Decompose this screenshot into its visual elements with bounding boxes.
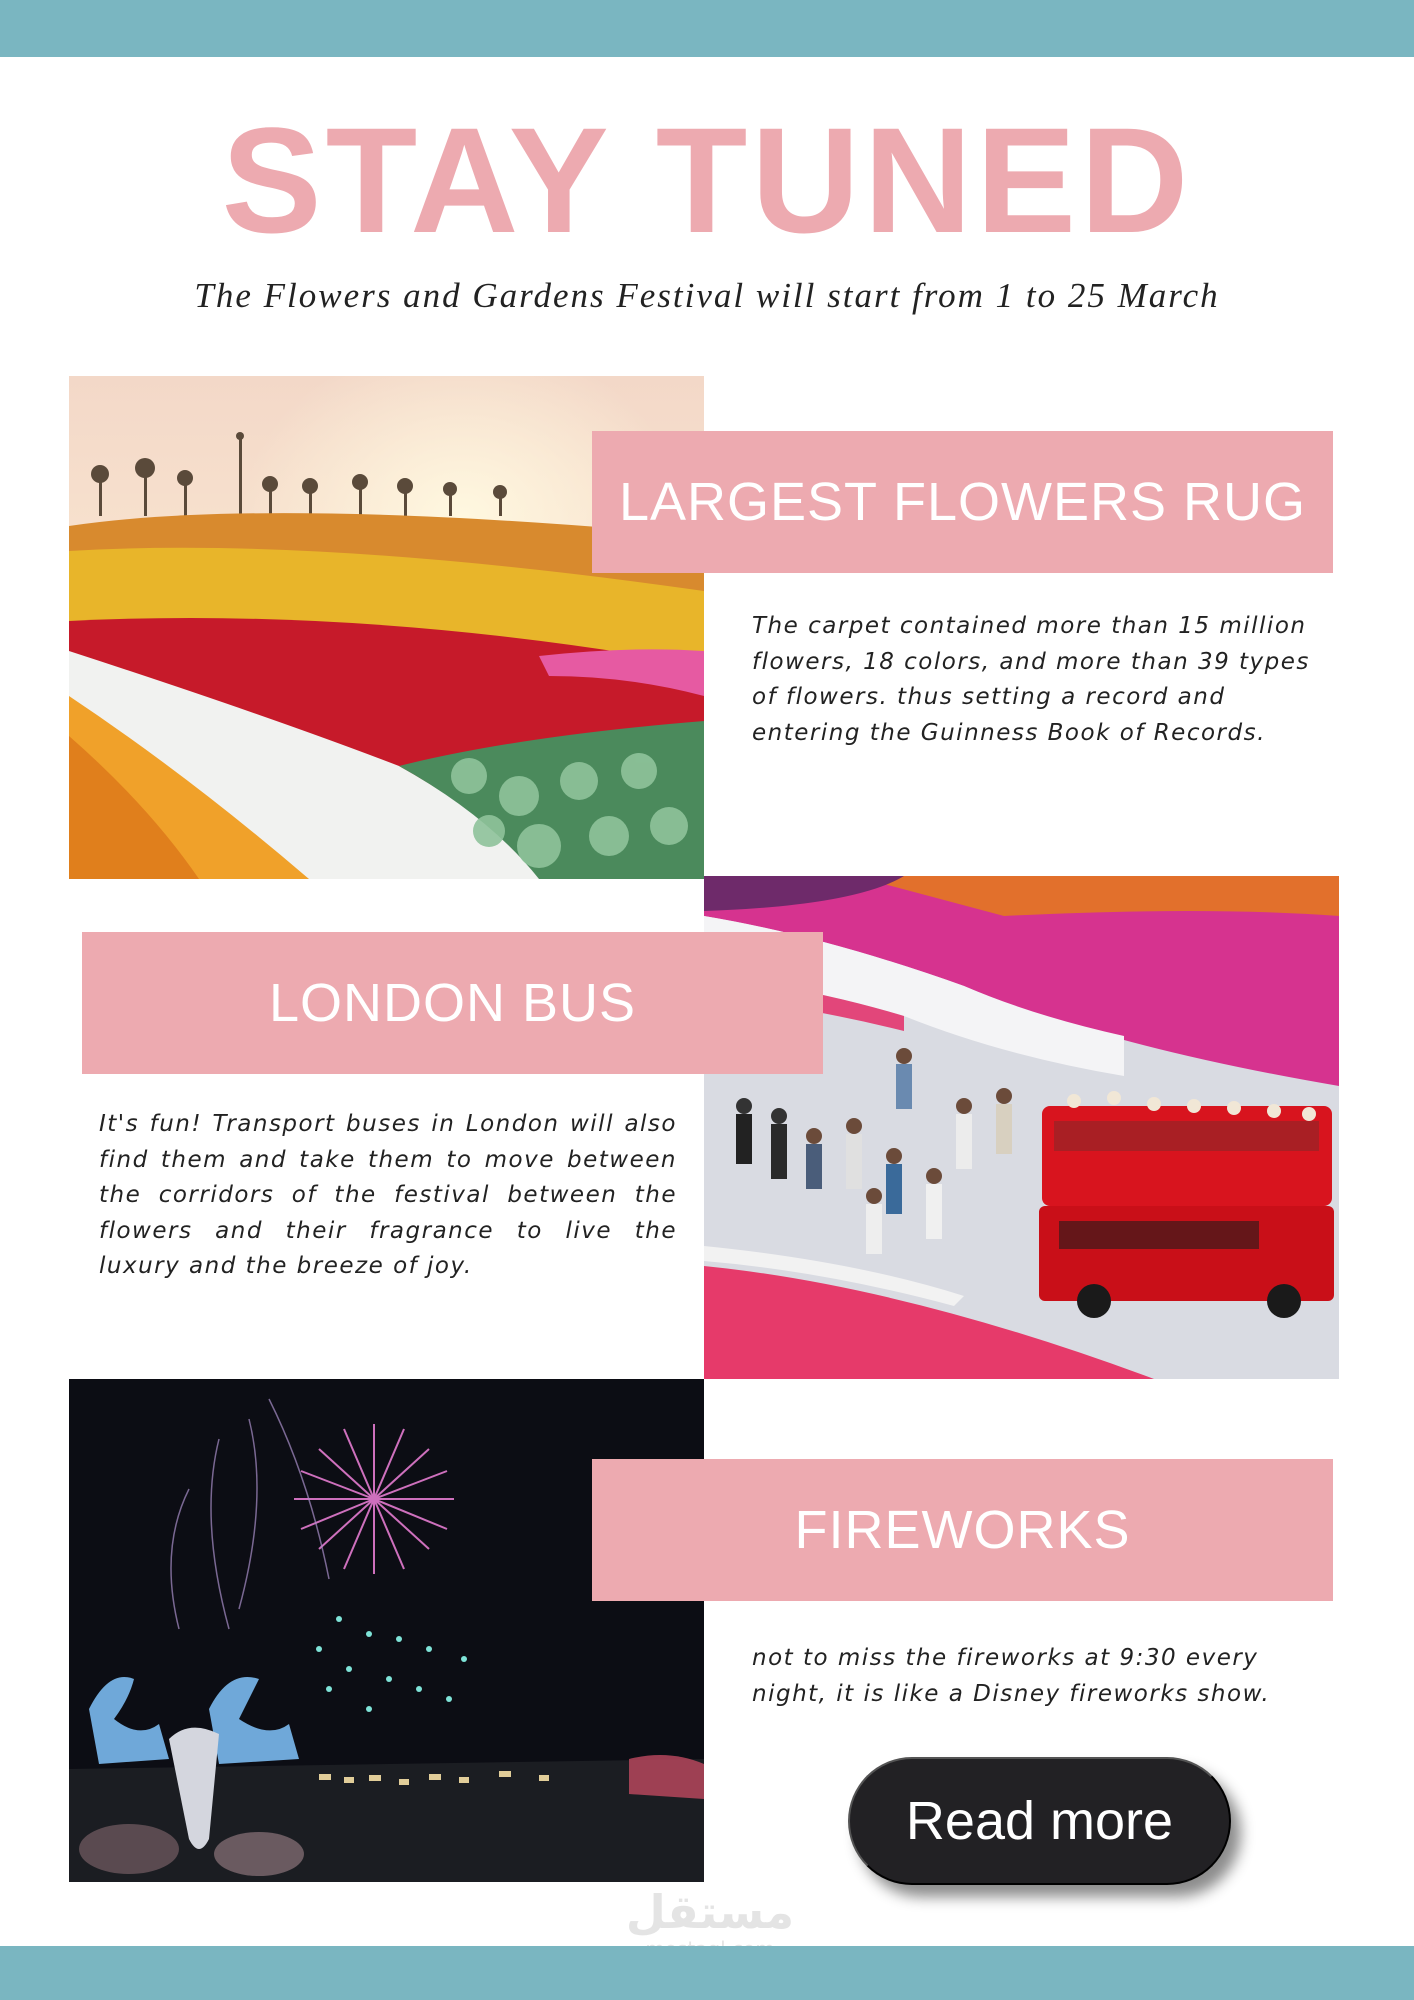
fireworks-text: not to miss the fireworks at 9:30 every night, it is like a Disney fireworks show. [752, 1645, 1271, 1707]
largest-flowers-rug-text: The carpet contained more than 15 million flowers, 18 colors, and more than 39 types of flowers. thus setting a record and entering the Guinness Book of Records. [752, 613, 1310, 746]
largest-flowers-rug-heading: LARGEST FLOWERS RUG [592, 431, 1333, 573]
bottom-band [0, 1946, 1414, 2000]
fireworks-photo [69, 1379, 704, 1882]
page-subtitle: The Flowers and Gardens Festival will start from 1 to 25 March [194, 276, 1220, 315]
watermark-arabic: مستقل [625, 1885, 795, 1939]
london-bus-heading: LONDON BUS [82, 932, 823, 1074]
read-more-button[interactable]: Read more [848, 1757, 1231, 1885]
fireworks-heading: FIREWORKS [592, 1459, 1333, 1601]
page-title: STAY TUNED [221, 96, 1193, 264]
london-bus-text: It's fun! Transport buses in London will also find them and take them to move between the corridors of the festival between the flowers and their fragrance to live the luxury and the breeze of joy. [99, 1111, 677, 1279]
top-band [0, 0, 1414, 57]
